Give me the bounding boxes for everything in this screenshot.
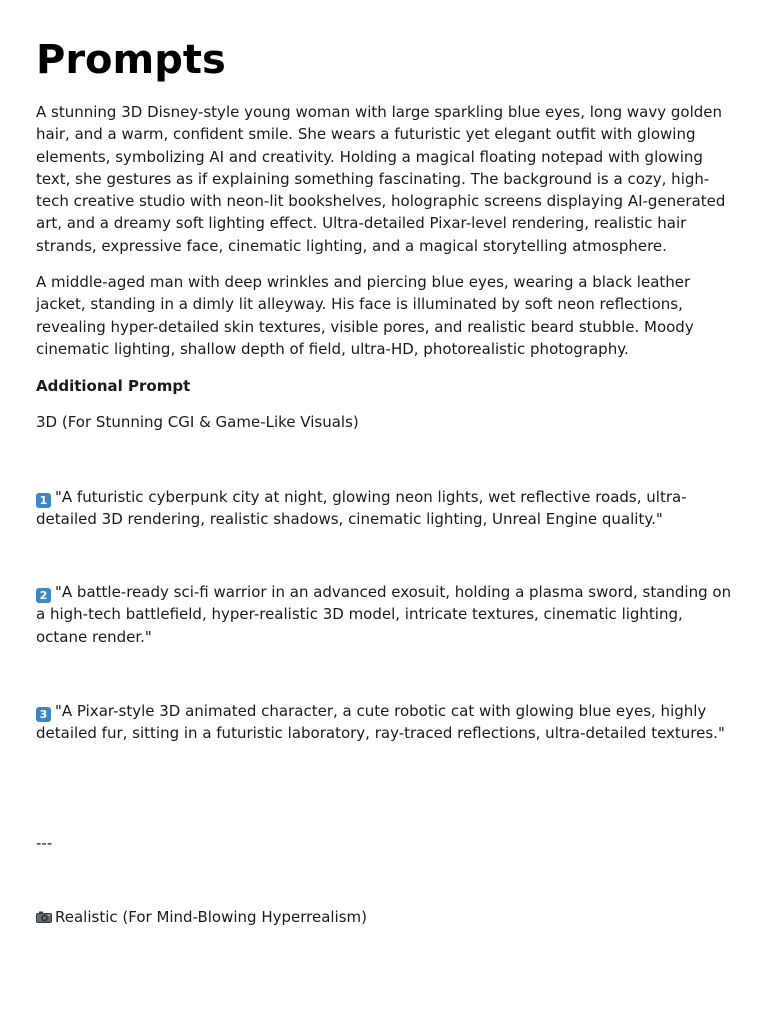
prompt-paragraph-2: A middle-aged man with deep wrinkles and piercing blue eyes, wearing a black leather jacket, standing in a dimly lit alleyway. His face is illuminated by soft neon reflections, revealing hyper-detailed skin textures, visible pores, and realistic beard stubble. Moody cinematic lighting, shallow depth of field, ultra-HD, photorealistic photography.	[36, 273, 694, 358]
numbered-prompt-1	[36, 486, 736, 531]
prompt-paragraph-1: A stunning 3D Disney-style young woman with large sparkling blue eyes, long wavy golden hair, and a warm, confident smile. She wears a futuristic yet elegant outfit with glowing elements, symbolizing AI and creativity. Holding a magical floating notepad with glowing text, she gestures as if explaining something fascinating. The background is a cozy, high-tech creative studio with neon-lit bookshelves, holographic screens displaying AI-generated art, and a dreamy soft lighting effect. Ultra-detailed Pixar-level rendering, realistic hair strands, expressive face, cinematic lighting, and a magical storytelling atmosphere.	[36, 103, 726, 255]
keycap-three-icon: 3	[36, 707, 51, 722]
additional-prompt-heading: Additional Prompt	[36, 377, 191, 395]
numbered-prompt-3	[36, 700, 736, 745]
keycap-two-icon: 2	[36, 588, 51, 603]
numbered-prompt-text: "A Pixar-style 3D animated character, a cute robotic cat with glowing blue eyes, highly detailed fur, sitting in a futuristic laboratory, ray-traced reflections, ultra-detailed textures."	[36, 702, 725, 743]
keycap-one-icon: 1	[36, 493, 51, 508]
section-separator: ---	[36, 834, 53, 852]
camera-icon	[36, 911, 52, 923]
section-3d-label: 3D (For Stunning CGI & Game-Like Visuals)	[36, 413, 359, 431]
realistic-label-text: Realistic (For Mind-Blowing Hyperrealism)	[55, 908, 368, 926]
realistic-section-label	[36, 906, 736, 928]
numbered-prompt-text: "A battle-ready sci-fi warrior in an advanced exosuit, holding a plasma sword, standing on a high-tech battlefield, hyper-realistic 3D model, intricate textures, cinematic lighting, octane render."	[36, 583, 732, 646]
numbered-prompt-2	[36, 581, 736, 648]
numbered-prompt-text: "A futuristic cyberpunk city at night, glowing neon lights, wet reflective roads, ultra-detailed 3D rendering, realistic shadows, cinematic lighting, Unreal Engine quality."	[36, 488, 687, 529]
page-title: Prompts	[36, 37, 226, 83]
